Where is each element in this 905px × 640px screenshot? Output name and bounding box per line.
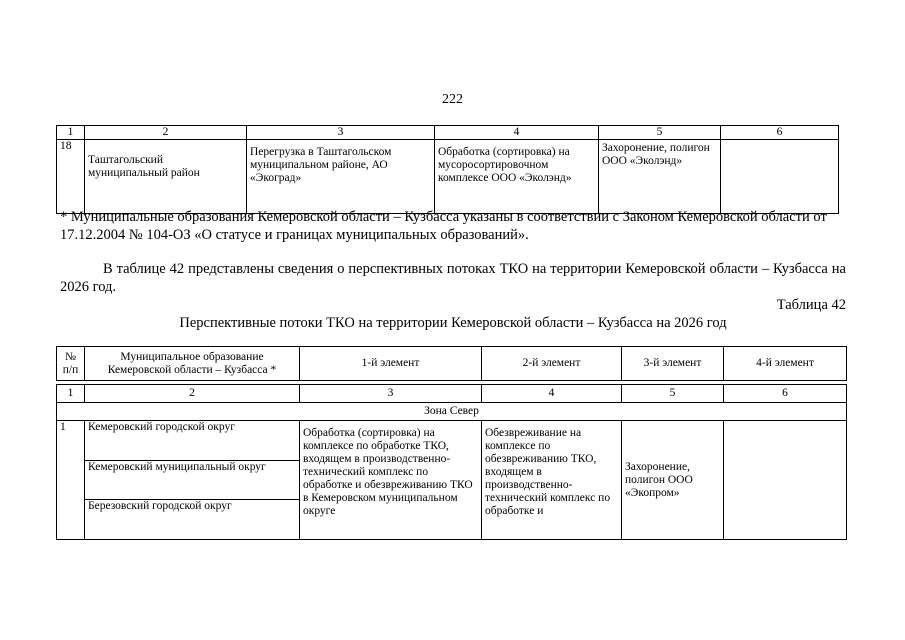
col-header-3: 3 [247, 126, 435, 140]
header-element3: 3-й элемент [622, 347, 724, 381]
element2-text: Обезвреживание на комплексе по обезвреживанию ТКО, входящем в производственно-технический комплекс по обработке и [485, 427, 611, 517]
element4-cell [724, 421, 847, 540]
element2-cell [482, 421, 622, 540]
element3-cell: Захоронение, полигон ООО «Эколэнд» [599, 140, 721, 214]
header-element1: 1-й элемент [300, 347, 482, 381]
element4-cell [721, 140, 839, 214]
footnote: * Муниципальные образования Кемеровской области – Кузбасса указаны в соответствии с Законом Кемеровской области от 17.12.2004 № 104-ОЗ «О статусе и границах муниципальных образований». [60, 209, 827, 243]
number-cell-3: 3 [300, 385, 482, 403]
col-header-2: 2 [85, 126, 247, 140]
table-row [57, 140, 839, 214]
header-number: № п/п [57, 347, 85, 381]
zone-heading: Зона Север [57, 403, 847, 421]
element1-cell: Перегрузка в Таштагольском муниципальном районе, АО «Экоград» [247, 140, 435, 214]
element2-cell: Обработка (сортировка) на мусоросортировочном комплексе ООО «Эколэнд» [435, 140, 599, 214]
table-row [57, 421, 847, 461]
number-cell-5: 5 [622, 385, 724, 403]
number-cell-2: 2 [85, 385, 300, 403]
number-cell-1: 1 [57, 385, 85, 403]
table-title: Перспективные потоки ТКО на территории Кемеровской области – Кузбасса на 2026 год [179, 315, 727, 331]
table-label: Таблица 42 [776, 297, 846, 313]
col-header-6: 6 [721, 126, 839, 140]
municipality-cell: Кемеровский муниципальный округ [85, 460, 300, 500]
element3-cell: Захоронение, полигон ООО «Экопром» [622, 421, 724, 540]
number-cell-6: 6 [724, 385, 847, 403]
col-header-1: 1 [57, 126, 85, 140]
header-element2: 2-й элемент [482, 347, 622, 381]
row-number: 1 [57, 421, 85, 540]
row-number: 18 [57, 140, 85, 214]
number-cell-4: 4 [482, 385, 622, 403]
header-element4: 4-й элемент [724, 347, 847, 381]
element1-cell [300, 421, 482, 540]
intro-paragraph: В таблице 42 представлены сведения о перспективных потоках ТКО на территории Кемеровской области – Кузбасса на 2026 год. [60, 261, 846, 295]
page-number: 222 [442, 92, 463, 107]
table42-body [56, 384, 847, 540]
element1-text: Обработка (сортировка) на комплексе по обработке ТКО, входящем в производственно-технический комплекс по обработке и обезвреживанию ТКО в Кемеровском муниципальном округе [303, 427, 473, 517]
col-header-5: 5 [599, 126, 721, 140]
continued-table [56, 125, 839, 214]
col-header-4: 4 [435, 126, 599, 140]
table42-header [56, 346, 847, 381]
municipality-cell: Кемеровский городской округ [85, 421, 300, 461]
header-municipality: Муниципальное образование Кемеровской области – Кузбасса * [85, 347, 300, 381]
municipality-cell: Березовский городской округ [85, 500, 300, 540]
municipality-cell: Таштагольский муниципальный район [85, 140, 247, 214]
